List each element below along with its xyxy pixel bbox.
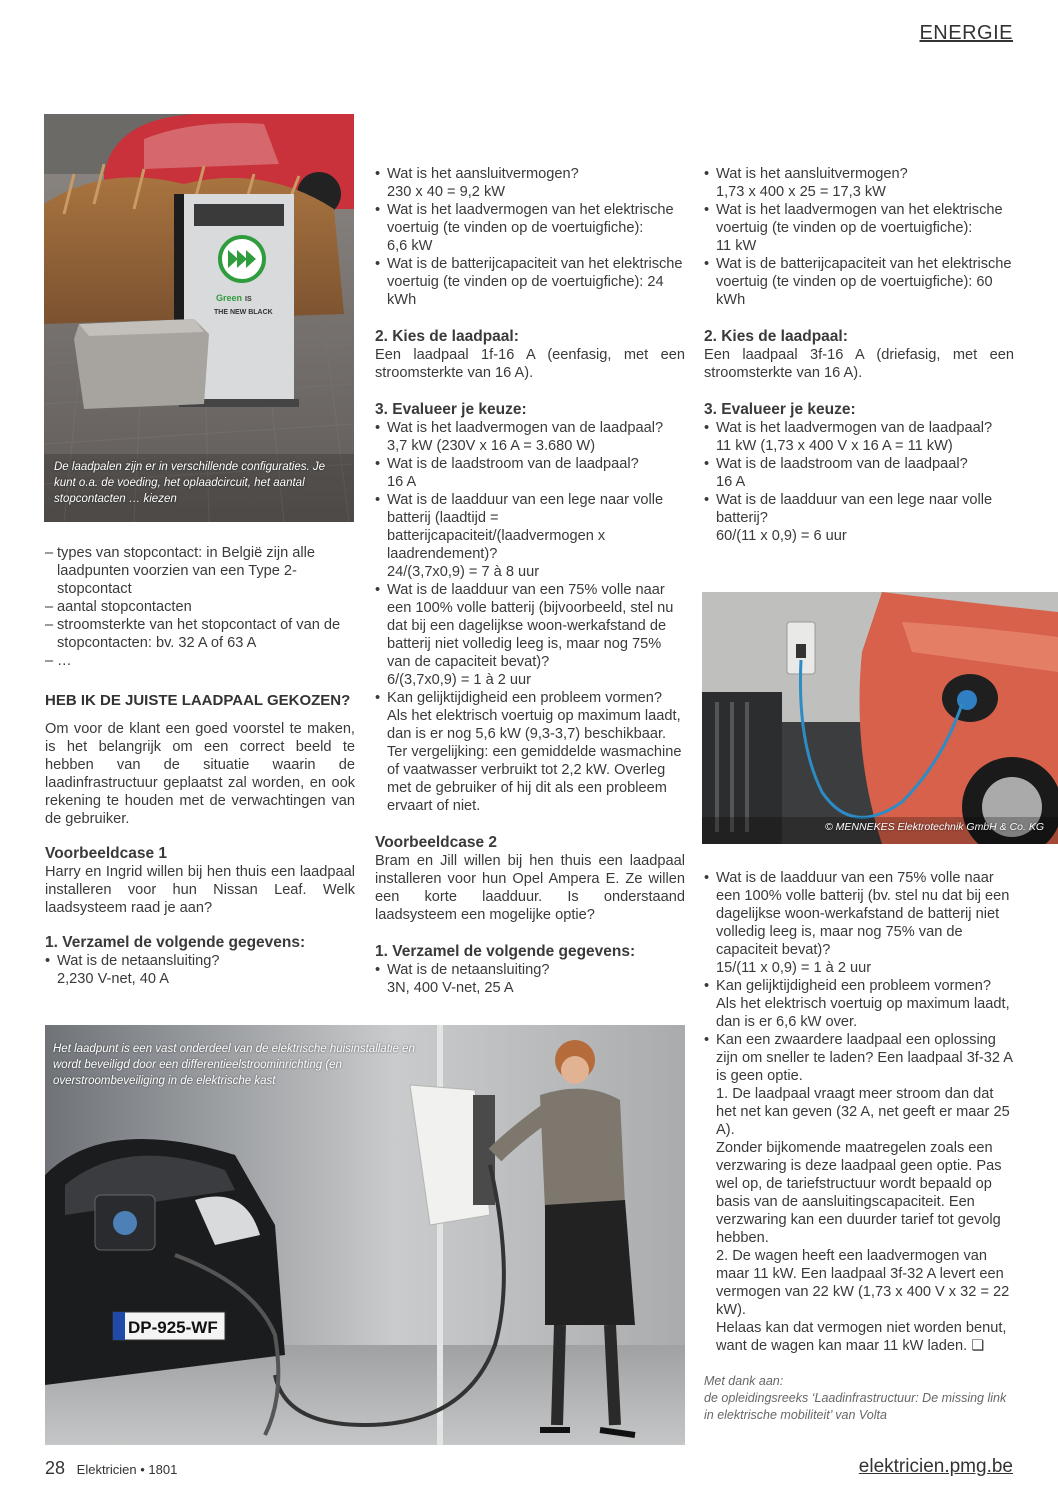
section-heading: HEB IK DE JUISTE LAADPAAL GEKOZEN? [45, 692, 351, 709]
case-2-step1-list [375, 961, 685, 997]
list-item: • Wat is het aansluitvermogen? 230 x 40 = 9,2 kW [375, 165, 685, 201]
footer-publication [45, 1458, 177, 1479]
photo-caption-top-left: De laadpalen zijn er in verschillende configuraties. Je kunt o.a. de voeding, het oplaadcircuit, het aantal stopcontacten … kiezen [54, 461, 326, 505]
case-1-data-list [375, 165, 685, 309]
case-1-step2-title: 2. Kies de laadpaal: [375, 328, 519, 345]
case-1-step1-list [45, 952, 355, 988]
case-2-text: Bram en Jill willen bij hen thuis een laadpaal installeren voor hun Opel Ampera E. Ze willen een korte laadduur. Is onderstaand laadsysteem een mogelijke optie? [375, 853, 685, 923]
case-2-step2-text: Een laadpaal 3f-16 A (driefasig, met een stroomsterkte van 16 A). [704, 347, 1014, 381]
footer-website-link[interactable]: elektricien.pmg.be [858, 1456, 1013, 1477]
case-1-step2-text: Een laadpaal 1f-16 A (eenfasig, met een stroomsterkte van 16 A). [375, 347, 685, 381]
list-item: • Wat is het aansluitvermogen? 1,73 x 400 x 25 = 17,3 kW [704, 165, 1014, 201]
list-item: • Wat is de batterijcapaciteit van het elektrische voertuig (te vinden op de voertuigfiche): 60 kWh [704, 255, 1014, 309]
list-item: • Wat is het laadvermogen van het elektrische voertuig (te vinden op de voertuigfiche): 6,6 kW [375, 201, 685, 255]
photo-wallbox-car [702, 592, 1058, 844]
question: Wat is de netaansluiting? [57, 953, 220, 969]
case-2-step3-title: 3. Evalueer je keuze: [704, 401, 856, 418]
answer: 2,230 V-net, 40 A [57, 971, 169, 987]
bullet-list-configurations [45, 544, 355, 670]
case-1-step1-title: 1. Verzamel de volgende gegevens: [45, 934, 306, 951]
list-item: • Kan een zwaardere laadpaal een oplossing zijn om sneller te laden? Een laadpaal 3f-32 A is geen optie. 1. De laadpaal vraagt meer stroom dan dat het net kan geven (32 A, net geeft er maar 25 A). Zonder bijkomende maatregelen zoals een verzwaring is deze laadpaal geen optie. Pas wel op, de tariefstructuur wordt bepaald op basis van de aansluitingscapaciteit. Een verzwaring kan een duurder tarief tot gevolg hebben. 2. De wagen heeft een laadvermogen van maar 11 kW. Een laadpaal 3f-32 A levert een vermogen van 22 kW (1,73 x 400 V x 32 = 22 kW). Helaas kan dat vermogen niet worden benut, want de wagen kan maar 11 kW laden. ❏ [704, 1031, 1014, 1355]
column-1 [45, 544, 355, 988]
wallbox-car-illustration [702, 592, 1058, 844]
photo-credit: © MENNEKES Elektrotechnik GmbH & Co. KG [825, 821, 1044, 833]
case-1-text: Harry en Ingrid willen bij hen thuis een laadpaal installeren voor hun Nissan Leaf. Welk laadsysteem raad je aan? [45, 864, 355, 916]
page-number: 28 [45, 1458, 66, 1478]
list-item: • Kan gelijktijdigheid een probleem vormen? Als het elektrisch voertuig op maximum laadt, dan is er 6,6 kW over. [704, 977, 1014, 1031]
acknowledgement [704, 1373, 1014, 1424]
list-item: – … [45, 652, 355, 670]
list-item: • Wat is de laadduur van een 75% volle naar een 100% volle batterij (bijvoorbeeld, stel nu dat bij een dagelijkse woon-werkafstand de batterij niet volledig leeg is, maar nog 75% van de capaciteit bevat)? 6/(3,7x0,9) = 1 à 2 uur [375, 581, 685, 689]
sign-green-text: Green [216, 293, 243, 303]
list-item: • Wat is de laadstroom van de laadpaal? 16 A [375, 455, 685, 491]
list-item: • Wat is de laadduur van een lege naar volle batterij? 60/(11 x 0,9) = 6 uur [704, 491, 1014, 545]
list-item: • Wat is de laadduur van een lege naar volle batterij (laadtijd = batterijcapaciteit/(laadvermogen x laadrendement)? 24/(3,7x0,9) = 7 à 8 uur [375, 491, 685, 581]
list-item: – aantal stopcontacten [45, 598, 355, 616]
case-2-title: Voorbeeldcase 2 [375, 834, 498, 851]
case-2-data-list [704, 165, 1014, 309]
case-2-step1-title: 1. Verzamel de volgende gegevens: [375, 943, 636, 960]
list-item: • Wat is het laadvermogen van de laadpaal? 11 kW (1,73 x 400 V x 16 A = 11 kW) [704, 419, 1014, 455]
list-item [45, 952, 355, 988]
column-2 [375, 165, 685, 997]
section-tag: ENERGIE [919, 22, 1013, 44]
case-1-step3-title: 3. Evalueer je keuze: [375, 401, 527, 418]
case-2-step2-title: 2. Kies de laadpaal: [704, 328, 848, 345]
column-3-bottom [704, 869, 1014, 1424]
list-item: • Wat is de batterijcapaciteit van het elektrische voertuig (te vinden op de voertuigfiche): 24 kWh [375, 255, 685, 309]
list-item: • Wat is het laadvermogen van de laadpaal? 3,7 kW (230V x 16 A = 3.680 W) [375, 419, 685, 455]
list-item: • Wat is het laadvermogen van het elektrische voertuig (te vinden op de voertuigfiche): 11 kW [704, 201, 1014, 255]
photo-charging-station [44, 114, 354, 522]
photo-woman-charging [45, 1025, 685, 1445]
column-3-top [704, 165, 1014, 545]
list-item: • Wat is de netaansluiting? 3N, 400 V-net, 25 A [375, 961, 685, 997]
intro-paragraph: Om voor de klant een goed voorstel te maken, is het belangrijk om een correct beeld te hebben van de situatie waarin de laadinfrastructuur geplaatst zal worden, en ook rekening te houden met de verwachtingen van de gebruiker. [45, 721, 355, 827]
sign-new-black-text: THE NEW BLACK [214, 309, 273, 316]
license-plate-text: DP-925-WF [128, 1318, 218, 1337]
list-item: – stroomsterkte van het stopcontact of van de stopcontacten: bv. 32 A of 63 A [45, 616, 355, 652]
case-1-step3-list [375, 419, 685, 815]
list-item: • Wat is de laadstroom van de laadpaal? 16 A [704, 455, 1014, 491]
magazine-issue: Elektricien • 1801 [76, 1462, 178, 1477]
list-item: • Wat is de laadduur van een 75% volle naar een 100% volle batterij (bv. stel nu dat bij een dagelijkse woon-werkafstand de batterij niet volledig leeg is, maar nog 75% van de capaciteit bevat)? 15/(11 x 0,9) = 1 à 2 uur [704, 869, 1014, 977]
acknowledgement-text: de opleidingsreeks ‘Laadinfrastructuur: De missing link in elektrische mobiliteit’ van Volta [704, 1391, 1007, 1422]
case-2-step3-list [704, 419, 1014, 545]
photo-caption-bottom-left: Het laadpunt is een vast onderdeel van de elektrische huisinstallatie en wordt beveiligd door een differentieelstroominrichting (en overstroombeveiliging in de elektrische kast [53, 1043, 415, 1087]
acknowledgement-title: Met dank aan: [704, 1374, 784, 1388]
list-item: • Kan gelijktijdigheid een probleem vormen? Als het elektrisch voertuig op maximum laadt, dan is er nog 5,6 kW (9,3-3,7) beschikbaar. Ter vergelijking: een gemiddelde wasmachine of vaatwasser verbruikt tot 2,2 kW. Overleg met de gebruiker of hij dit als een probleem ervaart of niet. [375, 689, 685, 815]
case-1-title: Voorbeeldcase 1 [45, 845, 168, 862]
list-item: – types van stopcontact: in België zijn alle laadpunten voorzien van een Type 2-stopcontact [45, 544, 355, 598]
sign-is-text: IS [245, 296, 252, 303]
case-2-evaluation-list [704, 869, 1014, 1355]
